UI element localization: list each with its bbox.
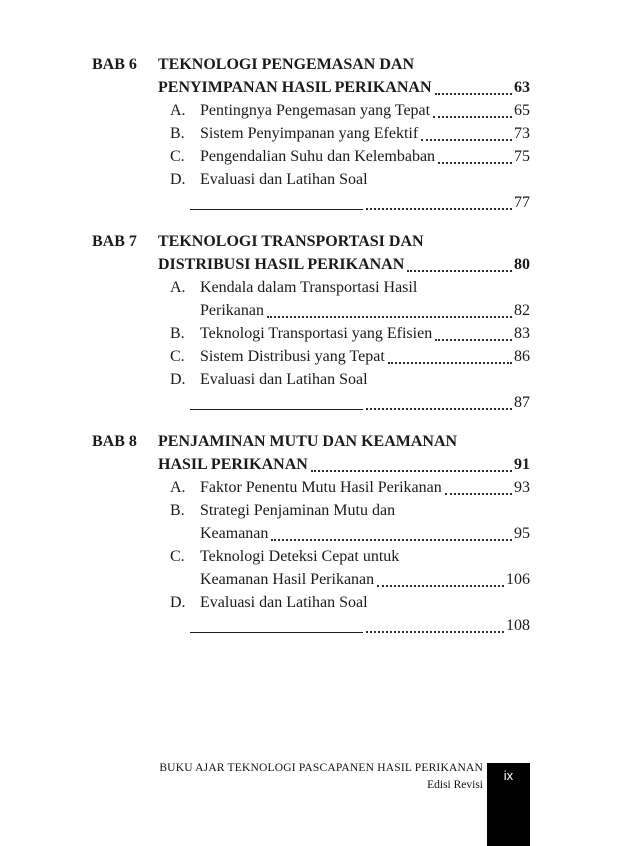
toc-chapter xyxy=(92,53,530,214)
toc-item xyxy=(170,545,530,591)
item-body xyxy=(200,168,530,214)
item-body xyxy=(200,345,530,368)
entry-text: Teknologi Transportasi yang Efisien xyxy=(200,325,433,342)
table-of-contents xyxy=(92,53,530,653)
entry-text: Sistem Distribusi yang Tepat xyxy=(200,348,385,365)
toc-entry-line xyxy=(200,299,530,322)
chapter-label: BAB 6 xyxy=(92,56,137,73)
dot-leader xyxy=(366,631,504,633)
chapter-heading xyxy=(92,53,530,99)
toc-entry-line xyxy=(200,614,530,637)
entry-page-number: 82 xyxy=(514,302,530,319)
dot-leader xyxy=(366,208,512,210)
item-body xyxy=(200,322,530,345)
toc-item xyxy=(170,345,530,368)
item-letter: A. xyxy=(170,102,186,119)
chapter-title xyxy=(158,53,530,99)
dot-leader xyxy=(435,339,512,341)
toc-entry-line xyxy=(200,522,530,545)
item-letter: C. xyxy=(170,348,185,365)
toc-item xyxy=(170,122,530,145)
entry-text: Pengendalian Suhu dan Kelembaban xyxy=(200,148,436,165)
toc-item xyxy=(170,276,530,322)
toc-item xyxy=(170,322,530,345)
dot-leader xyxy=(445,493,512,495)
toc-item xyxy=(170,499,530,545)
toc-entry-line xyxy=(158,453,530,476)
toc-chapter xyxy=(92,430,530,637)
toc-entry-line xyxy=(200,122,530,145)
toc-entry-line xyxy=(200,99,530,122)
entry-page-number: 75 xyxy=(514,148,530,165)
entry-text: Keamanan xyxy=(200,525,269,542)
entry-text: Perikanan xyxy=(200,302,264,319)
entry-text: PENYIMPANAN HASIL PERIKANAN xyxy=(158,79,432,96)
toc-entry-line xyxy=(200,568,530,591)
dot-leader xyxy=(267,316,512,318)
toc-entry-line xyxy=(200,391,530,414)
entry-text: Pentingnya Pengemasan yang Tepat xyxy=(200,102,431,119)
entry-text: Keamanan Hasil Perikanan xyxy=(200,571,375,588)
footer-book-title: BUKU AJAR TEKNOLOGI PASCAPANEN HASIL PERIKANAN xyxy=(159,762,483,774)
item-body xyxy=(200,545,530,591)
item-text-line: Evaluasi dan Latihan Soal xyxy=(200,371,368,388)
dot-leader xyxy=(388,362,512,364)
item-body xyxy=(200,499,530,545)
entry-text: DISTRIBUSI HASIL PERIKANAN xyxy=(158,256,405,273)
toc-item xyxy=(170,368,530,414)
entry-page-number: 77 xyxy=(514,194,530,211)
footer-edition: Edisi Revisi xyxy=(427,779,483,791)
chapter-title xyxy=(158,230,530,276)
toc-item xyxy=(170,99,530,122)
item-text-line: Kendala dalam Transportasi Hasil xyxy=(200,279,418,296)
entry-page-number: 65 xyxy=(514,102,530,119)
item-body xyxy=(200,145,530,168)
item-text-line: Evaluasi dan Latihan Soal xyxy=(200,171,368,188)
toc-item xyxy=(170,591,530,637)
entry-page-number: 91 xyxy=(514,456,530,473)
entry-page-number: 87 xyxy=(514,394,530,411)
entry-page-number: 95 xyxy=(514,525,530,542)
chapter-title-line: PENJAMINAN MUTU DAN KEAMANAN xyxy=(158,433,458,450)
toc-entry-line xyxy=(200,345,530,368)
item-text-line: Strategi Penjaminan Mutu dan xyxy=(200,502,396,519)
entry-page-number: 63 xyxy=(514,79,530,96)
dot-leader xyxy=(311,470,512,472)
chapter-title-line: TEKNOLOGI PENGEMASAN DAN xyxy=(158,56,415,73)
toc-entry-line xyxy=(200,191,530,214)
dot-leader xyxy=(366,408,512,410)
toc-entry-line xyxy=(200,322,530,345)
toc-chapter xyxy=(92,230,530,414)
entry-page-number: 83 xyxy=(514,325,530,342)
toc-item xyxy=(170,476,530,499)
item-body xyxy=(200,99,530,122)
dot-leader xyxy=(433,116,512,118)
item-letter: B. xyxy=(170,502,185,519)
item-letter: A. xyxy=(170,479,186,496)
dot-leader xyxy=(421,139,512,141)
item-letter: D. xyxy=(170,171,186,188)
dot-leader xyxy=(435,93,513,95)
item-letter: C. xyxy=(170,548,185,565)
item-letter: D. xyxy=(170,594,186,611)
fill-in-blank-line xyxy=(190,209,363,210)
dot-leader xyxy=(271,539,512,541)
toc-entry-line xyxy=(200,145,530,168)
toc-entry-line xyxy=(158,76,530,99)
entry-text: Faktor Penentu Mutu Hasil Perikanan xyxy=(200,479,442,496)
fill-in-blank-line xyxy=(190,632,363,633)
item-body xyxy=(200,591,530,637)
item-letter: B. xyxy=(170,125,185,142)
toc-entry-line xyxy=(158,253,530,276)
item-text-line: Teknologi Deteksi Cepat untuk xyxy=(200,548,400,565)
chapter-heading xyxy=(92,230,530,276)
chapter-title-line: TEKNOLOGI TRANSPORTASI DAN xyxy=(158,233,424,250)
toc-entry-line xyxy=(200,476,530,499)
dot-leader xyxy=(438,162,512,164)
toc-item xyxy=(170,168,530,214)
entry-page-number: 80 xyxy=(514,256,530,273)
item-letter: D. xyxy=(170,371,186,388)
toc-item xyxy=(170,145,530,168)
footer-text xyxy=(159,760,483,794)
item-letter: B. xyxy=(170,325,185,342)
entry-page-number: 73 xyxy=(514,125,530,142)
page-number-box xyxy=(487,763,530,846)
dot-leader xyxy=(407,270,512,272)
entry-page-number: 106 xyxy=(506,571,530,588)
entry-page-number: 108 xyxy=(506,617,530,634)
chapter-label: BAB 7 xyxy=(92,233,137,250)
item-body xyxy=(200,476,530,499)
item-letter: C. xyxy=(170,148,185,165)
entry-text: Sistem Penyimpanan yang Efektif xyxy=(200,125,419,142)
dot-leader xyxy=(377,585,504,587)
item-body xyxy=(200,368,530,414)
item-letter: A. xyxy=(170,279,186,296)
entry-page-number: 86 xyxy=(514,348,530,365)
entry-page-number: 93 xyxy=(514,479,530,496)
page-number: ix xyxy=(503,768,514,783)
item-body xyxy=(200,276,530,322)
entry-text: HASIL PERIKANAN xyxy=(158,456,308,473)
chapter-title xyxy=(158,430,530,476)
chapter-label: BAB 8 xyxy=(92,433,137,450)
chapter-heading xyxy=(92,430,530,476)
item-text-line: Evaluasi dan Latihan Soal xyxy=(200,594,368,611)
fill-in-blank-line xyxy=(190,409,363,410)
item-body xyxy=(200,122,530,145)
